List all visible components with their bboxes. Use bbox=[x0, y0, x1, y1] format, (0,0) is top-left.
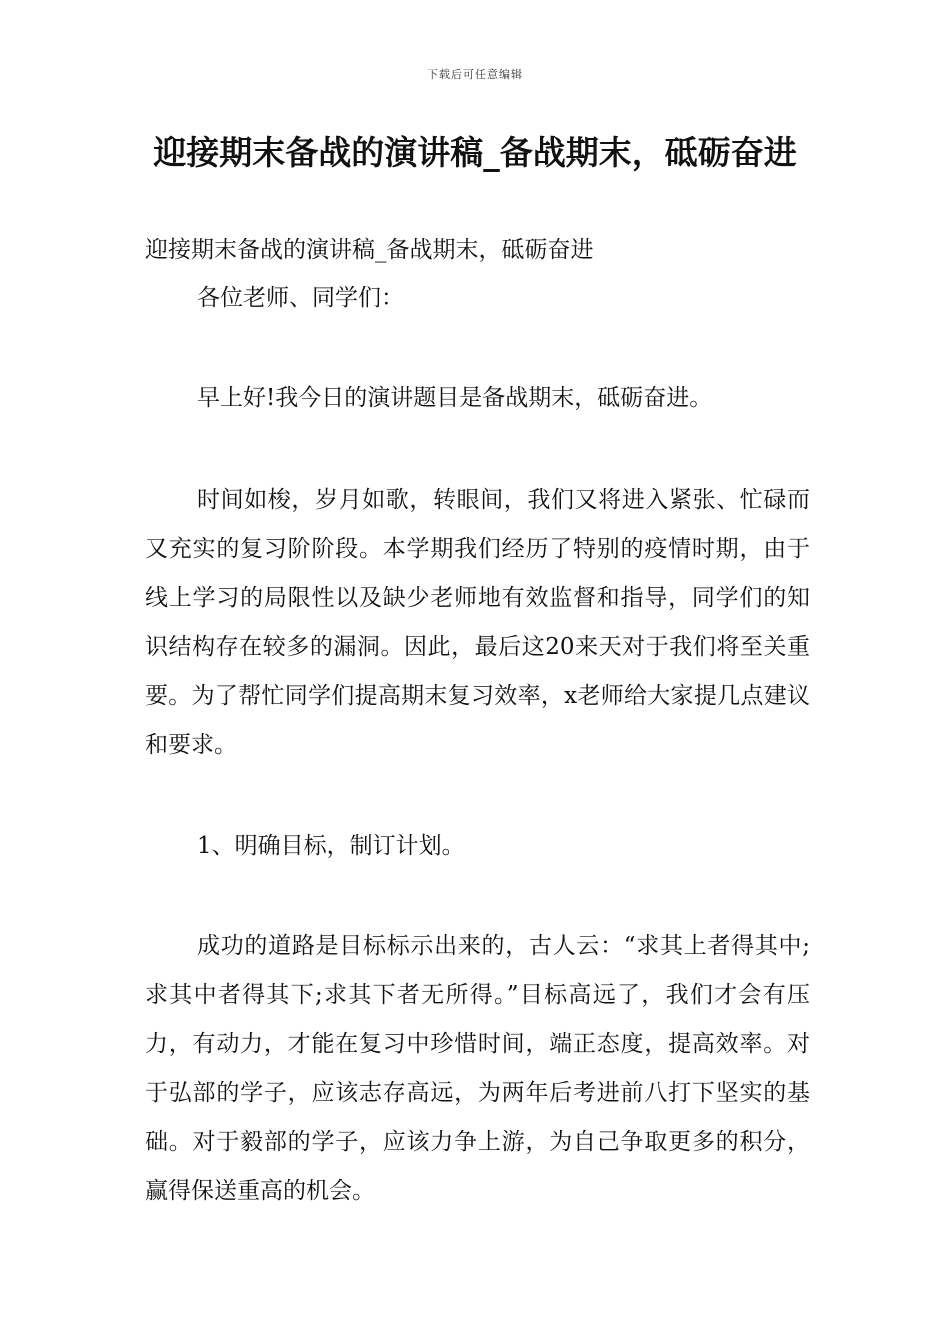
paragraph-greeting: 各位老师、同学们： bbox=[197, 285, 404, 311]
paragraph-success: 成功的道路是目标标示出来的，古人云：“求其上者得其中;求其中者得其下;求其下者无所得。”目标高远了，我们才会有压力，有动力，才能在复习中珍惜时间，端正态度，提高效率。对于弘部的学子，应该志存高远，为两年后考进前八打下坚实的基础。对于毅部的学子，应该力争上游，为自己争取更多的积分，赢得保送重高的机会。 bbox=[145, 933, 810, 1204]
paragraph-point-1: 1、明确目标，制订计划。 bbox=[197, 833, 465, 859]
document-subtitle: 迎接期末备战的演讲稿_备战期末，砥砺奋进 bbox=[145, 237, 594, 263]
header-note: 下载后可任意编辑 bbox=[427, 68, 523, 81]
paragraph-time: 时间如梭，岁月如歌，转眼间，我们又将进入紧张、忙碌而又充实的复习阶阶段。本学期我们经历了特别的疫情时期，由于线上学习的局限性以及缺少老师地有效监督和指导，同学们的知识结构存在较多的漏洞。因此，最后这20来天对于我们将至关重要。为了帮忙同学们提高期末复习效率，x老师给大家提几点建议和要求。 bbox=[145, 487, 810, 758]
paragraph-morning: 早上好!我今日的演讲题目是备战期末，砥砺奋进。 bbox=[197, 385, 713, 411]
document-title: 迎接期末备战的演讲稿_备战期末，砥砺奋进 bbox=[153, 133, 797, 172]
